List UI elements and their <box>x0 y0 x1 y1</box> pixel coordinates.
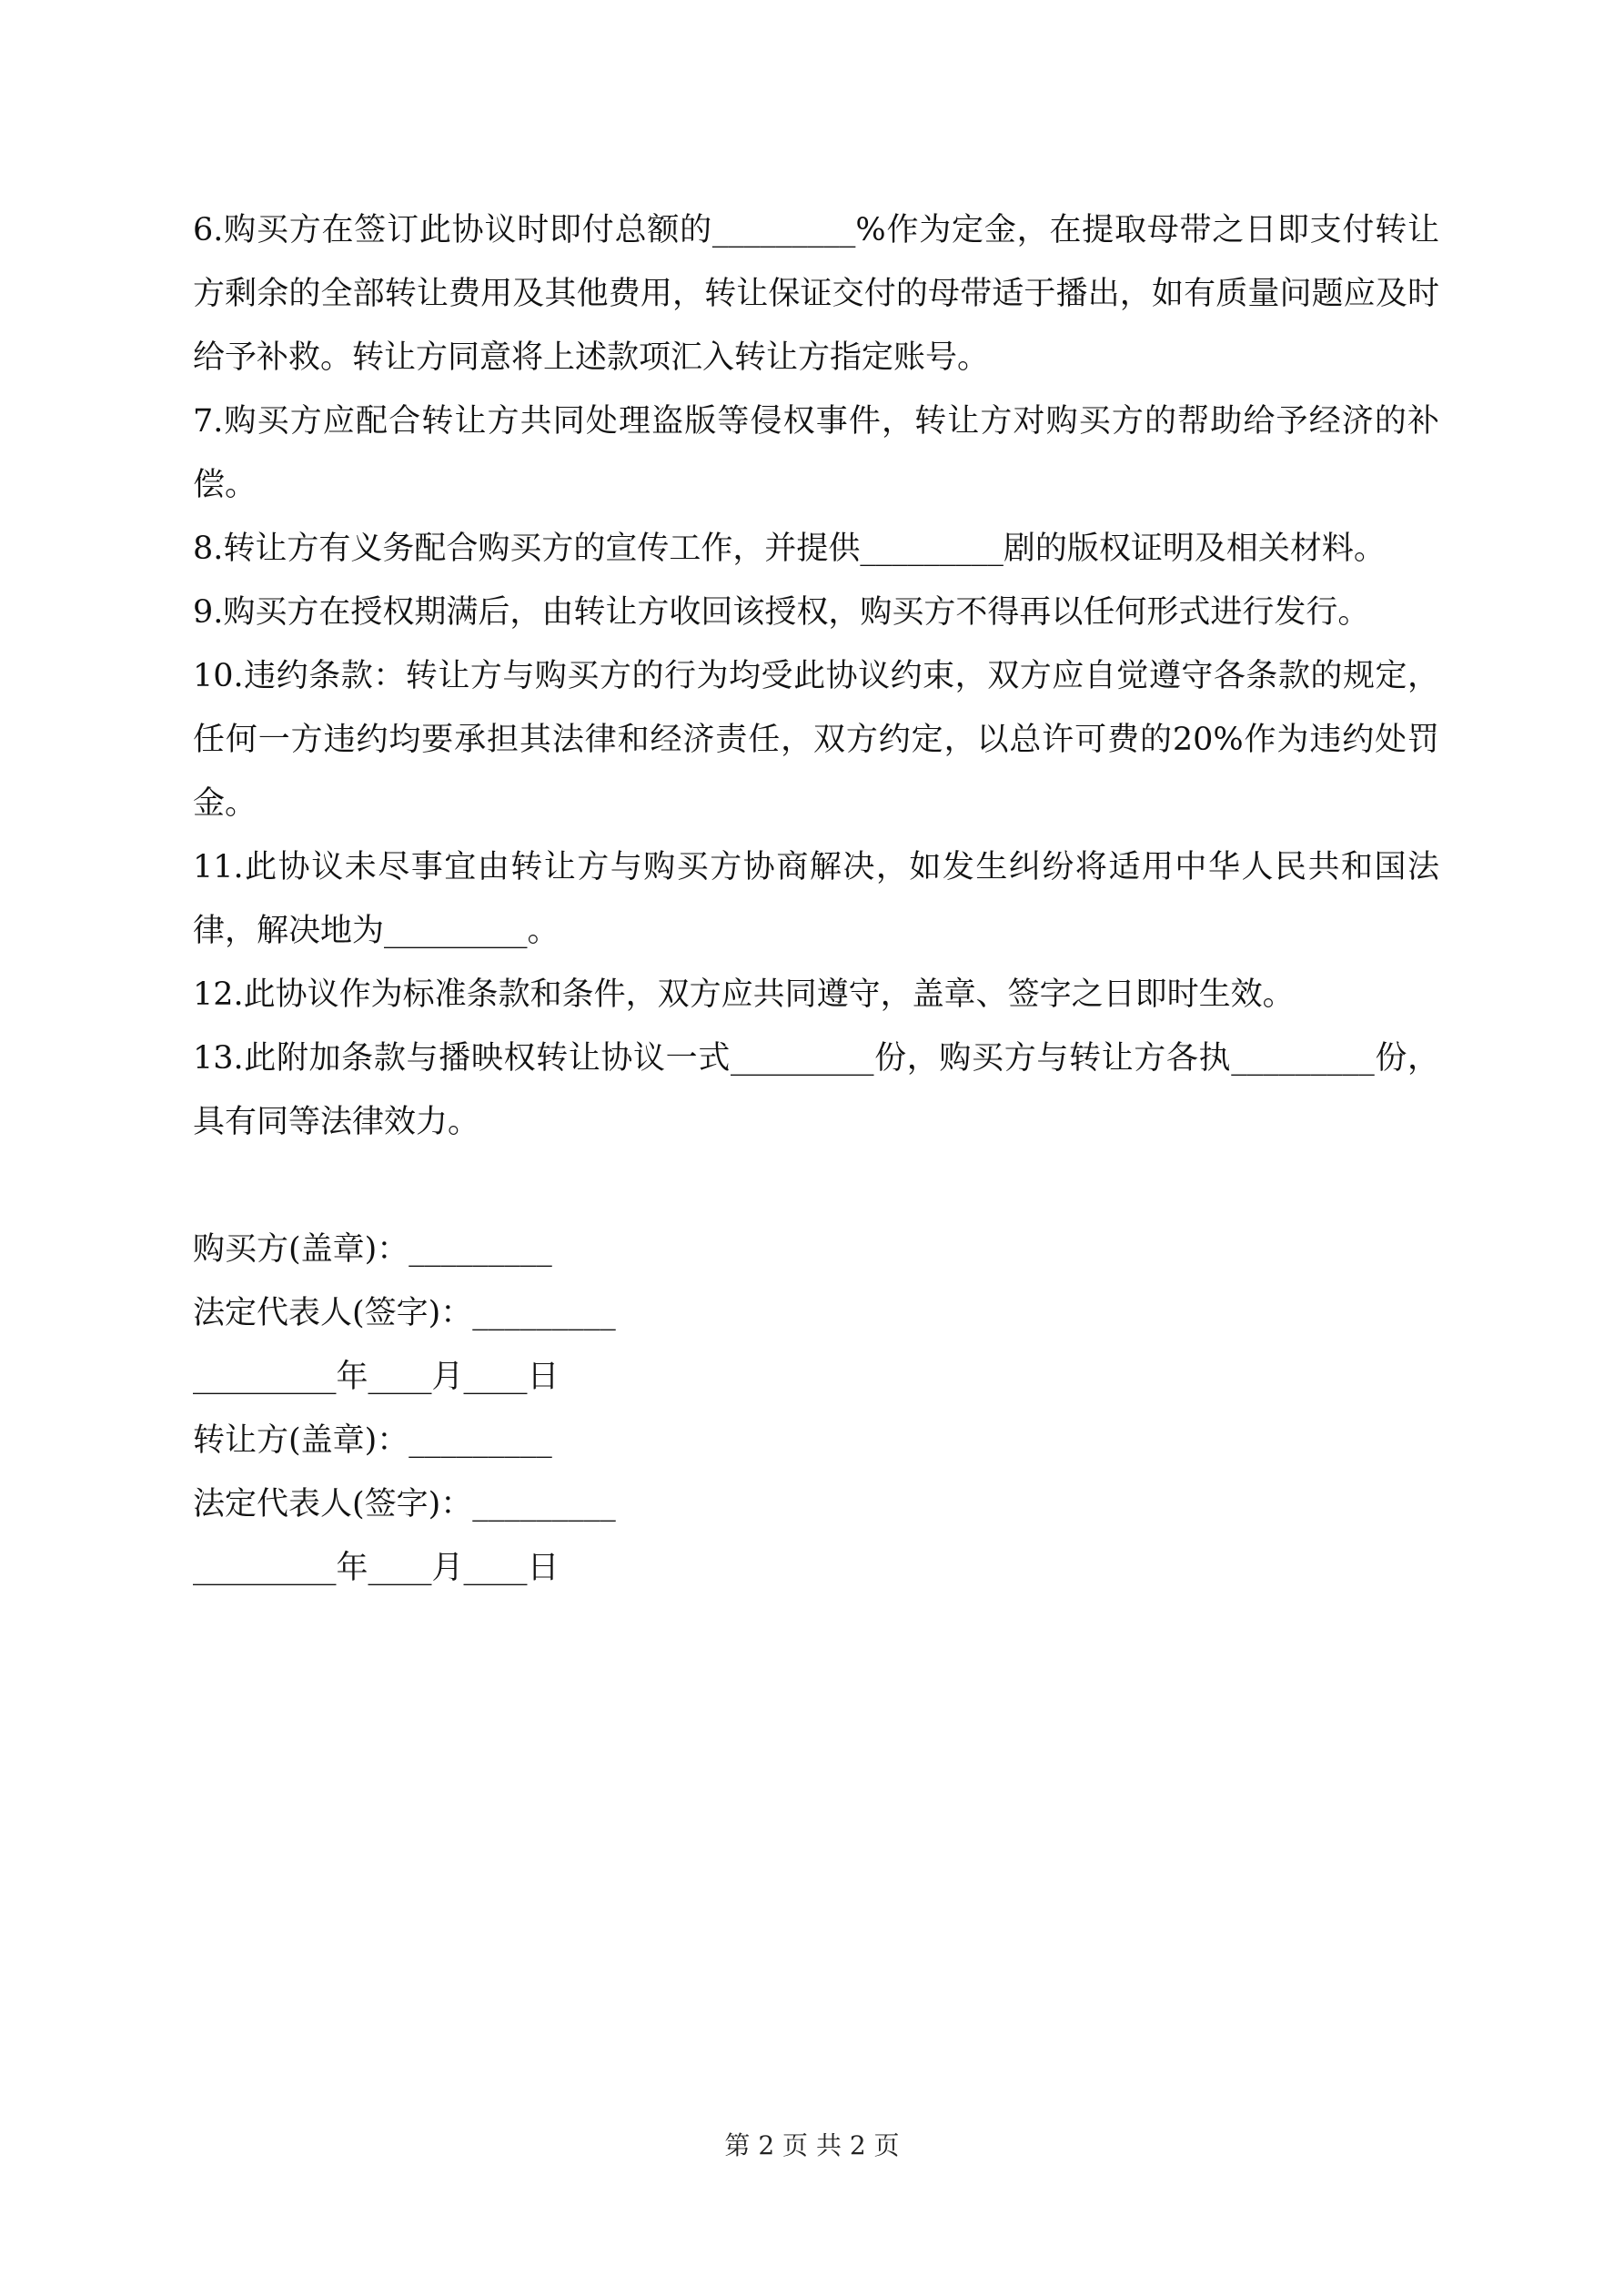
buyer-date-line: _________年____月____日 <box>193 1359 560 1395</box>
seller-representative-line: 法定代表人(签字)：_________ <box>193 1486 616 1522</box>
buyer-seal-line: 购买方(盖章)：_________ <box>193 1231 552 1268</box>
seller-seal-line: 转让方(盖章)：_________ <box>193 1422 552 1459</box>
clause-7: 7.购买方应配合转让方共同处理盗版等侵权事件，转让方对购买方的帮助给予经济的补偿。 <box>193 403 1439 503</box>
clause-9: 9.购买方在授权期满后，由转让方收回该授权，购买方不得再以任何形式进行发行。 <box>193 594 1370 631</box>
signature-block <box>193 1218 1439 1600</box>
seller-date-line: _________年____月____日 <box>193 1550 560 1586</box>
clause-10: 10.违约条款：转让方与购买方的行为均受此协议约束，双方应自觉遵守各条款的规定，任何一方违约均要承担其法律和经济责任，双方约定，以总许可费的20%作为违约处罚金。 <box>193 658 1439 822</box>
agreement-body <box>193 198 1439 1600</box>
clause-11: 11.此协议未尽事宜由转让方与购买方协商解决，如发生纠纷将适用中华人民共和国法律，解决地为_________。 <box>193 849 1439 949</box>
buyer-representative-line: 法定代表人(签字)：_________ <box>193 1295 616 1331</box>
clause-13: 13.此附加条款与播映权转让协议一式_________份，购买方与转让方各执_________份，具有同等法律效力。 <box>193 1040 1439 1140</box>
clause-12: 12.此协议作为标准条款和条件，双方应共同遵守，盖章、签字之日即时生效。 <box>193 976 1295 1013</box>
clause-8: 8.转让方有义务配合购买方的宣传工作，并提供_________剧的版权证明及相关材料。 <box>193 531 1386 567</box>
page-number: 第 2 页 共 2 页 <box>724 2130 900 2160</box>
clause-6: 6.购买方在签订此协议时即付总额的_________%作为定金，在提取母带之日即支付转让方剩余的全部转让费用及其他费用，转让保证交付的母带适于播出，如有质量问题应及时给予补救。转让方同意将上述款项汇入转让方指定账号。 <box>193 212 1439 376</box>
